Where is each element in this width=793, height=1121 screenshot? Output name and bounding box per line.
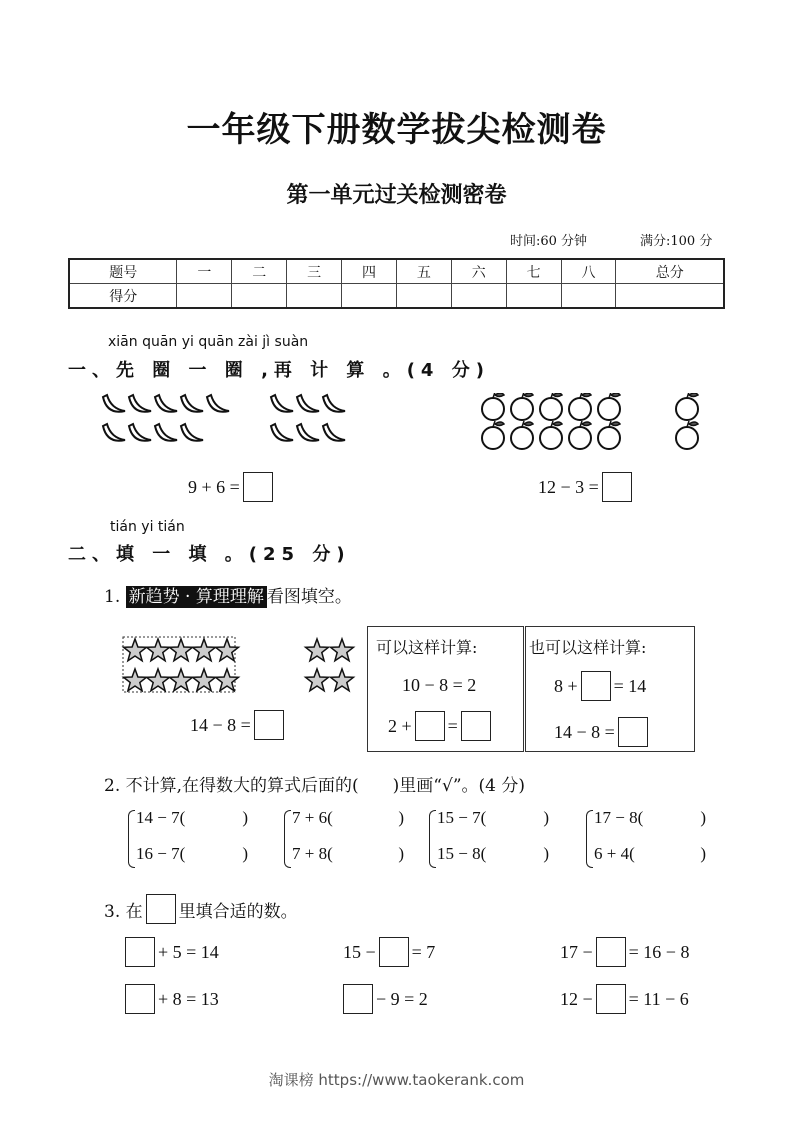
star-icon: [216, 669, 239, 691]
apple-icon: [676, 421, 698, 449]
page-subtitle: 第一单元过关检测密卷: [286, 183, 507, 208]
fill-equation: [560, 937, 689, 967]
score-row: [69, 284, 724, 309]
answer-box[interactable]: [618, 717, 648, 747]
banana-icon: [103, 395, 125, 412]
banana-icon: [297, 424, 319, 441]
page-title: 一年级下册数学拔尖检测卷: [186, 110, 607, 150]
banana-icon: [103, 424, 125, 441]
question2-text: 2. 不计算,在得数大的算式后面的( )里画“√”。(4 分): [104, 776, 525, 796]
apple-icon: [598, 393, 620, 420]
fill-equation: [560, 984, 689, 1014]
score-header-row: [69, 259, 724, 284]
banana-icon: [271, 424, 293, 441]
equation-text: 15 −: [343, 941, 376, 962]
answer-box[interactable]: [461, 711, 491, 741]
equation-text: + 8 = 13: [158, 988, 219, 1009]
banana-icon: [323, 395, 345, 412]
answer-box[interactable]: [125, 937, 155, 967]
expression: 6 + 4(: [594, 844, 635, 863]
apple-icon: [540, 393, 562, 420]
check-paren[interactable]: ): [398, 844, 404, 863]
method-panel-1: [367, 626, 524, 752]
score-cell[interactable]: [232, 284, 287, 309]
score-cell[interactable]: [451, 284, 506, 309]
check-paren[interactable]: ): [242, 844, 248, 863]
check-paren[interactable]: ): [700, 808, 706, 827]
header-cell: 六: [451, 259, 506, 284]
answer-box[interactable]: [243, 472, 273, 502]
answer-box[interactable]: [596, 984, 626, 1014]
banana-icon: [297, 395, 319, 412]
time-limit: 时间:60 分钟: [510, 234, 588, 249]
answer-box[interactable]: [596, 937, 626, 967]
score-cell[interactable]: [177, 284, 232, 309]
check-paren[interactable]: ): [543, 844, 549, 863]
answer-box[interactable]: [254, 710, 284, 740]
equation-stars: [190, 710, 284, 740]
score-table: [68, 258, 725, 309]
question-number: 1.: [104, 587, 121, 607]
answer-box[interactable]: [415, 711, 445, 741]
star-icon: [124, 639, 147, 661]
header-cell: 一: [177, 259, 232, 284]
score-cell[interactable]: [616, 284, 724, 309]
check-paren[interactable]: ): [242, 808, 248, 827]
expression: 15 − 7(: [437, 808, 487, 827]
answer-box[interactable]: [379, 937, 409, 967]
equation-apple: [538, 472, 632, 502]
score-cell[interactable]: [396, 284, 451, 309]
expression: 14 − 7(: [136, 808, 186, 827]
banana-icon: [181, 424, 203, 441]
answer-box[interactable]: [125, 984, 155, 1014]
banana-icon: [155, 424, 177, 441]
equation-text: 9 + 6 =: [188, 476, 240, 497]
section1-pinyin: xiān quān yi quān zài jì suàn: [108, 334, 309, 350]
check-paren[interactable]: ): [700, 844, 706, 863]
expression: 16 − 7(: [136, 844, 186, 863]
fill-equation: [125, 984, 219, 1014]
banana-icon: [323, 424, 345, 441]
apple-icon: [569, 421, 591, 449]
row-label: 得分: [69, 284, 177, 309]
question1-line: [104, 582, 352, 607]
answer-box[interactable]: [343, 984, 373, 1014]
panel-equation: [554, 717, 648, 747]
star-icon: [306, 639, 329, 661]
header-cell: 总分: [616, 259, 724, 284]
equation-text: = 7: [411, 941, 436, 962]
method-panel-2: [525, 626, 695, 752]
equation-text: − 9 = 2: [376, 988, 428, 1009]
panel-title: 也可以这样计算:: [529, 638, 647, 657]
equation-text: 14 − 8 =: [554, 721, 615, 742]
question-tag: 新趋势 · 算理理解: [126, 586, 267, 608]
banana-icon: [271, 395, 293, 412]
equation-text: = 16 − 8: [628, 941, 690, 962]
banana-icon: [129, 395, 151, 412]
equation-text: = 14: [613, 675, 647, 696]
score-cell[interactable]: [561, 284, 616, 309]
header-cell: 八: [561, 259, 616, 284]
star-icon: [170, 669, 193, 691]
panel-equation: [554, 671, 646, 701]
header-cell: 四: [342, 259, 397, 284]
star-icon: [331, 669, 354, 691]
fill-equation: [343, 937, 435, 967]
star-icon: [306, 669, 329, 691]
apple-icon: [482, 393, 504, 420]
equation-text: = 11 − 6: [628, 988, 689, 1009]
full-score: 满分:100 分: [640, 234, 713, 249]
apple-icon: [676, 393, 698, 420]
header-cell: 五: [396, 259, 451, 284]
star-icon: [193, 639, 216, 661]
score-cell[interactable]: [342, 284, 397, 309]
expression: 17 − 8(: [594, 808, 644, 827]
expression: 7 + 6(: [292, 808, 333, 827]
star-icon: [331, 639, 354, 661]
star-icon: [124, 669, 147, 691]
banana-icon: [207, 395, 229, 412]
star-icon: [147, 639, 170, 661]
equation-text: 12 −: [560, 988, 593, 1009]
header-cell: 七: [506, 259, 561, 284]
panel-equation: [388, 711, 491, 741]
star-icon: [193, 669, 216, 691]
header-cell: 二: [232, 259, 287, 284]
watermark: 淘课榜 https://www.taokerank.com: [268, 1071, 525, 1089]
question3-text: [104, 894, 298, 924]
apple-icon: [598, 421, 620, 449]
fill-equation: [125, 937, 219, 967]
equation-banana: [188, 472, 273, 502]
score-cell[interactable]: [506, 284, 561, 309]
panel-title: 可以这样计算:: [376, 638, 478, 657]
apple-icon: [511, 393, 533, 420]
section2-heading: 二、填 一 填 。(25 分): [68, 544, 351, 565]
check-paren[interactable]: ): [398, 808, 404, 827]
equation-text: 12 − 3 =: [538, 476, 599, 497]
fill-equation: [343, 984, 428, 1014]
apple-icon: [540, 421, 562, 449]
star-icon: [170, 639, 193, 661]
section2-pinyin: tián yi tián: [110, 519, 185, 535]
score-cell[interactable]: [287, 284, 342, 309]
panel-equation: 10 − 8 = 2: [402, 675, 477, 695]
equation-text: 17 −: [560, 941, 593, 962]
apple-icon: [511, 421, 533, 449]
banana-icon: [129, 424, 151, 441]
banana-icon: [181, 395, 203, 412]
expression: 15 − 8(: [437, 844, 487, 863]
header-cell: 题号: [69, 259, 177, 284]
equation-text: 8 +: [554, 675, 578, 696]
expression: 7 + 8(: [292, 844, 333, 863]
apple-icon: [569, 393, 591, 420]
answer-box[interactable]: [581, 671, 611, 701]
equation-text: =: [447, 715, 458, 736]
question-text: 3. 在: [104, 901, 143, 922]
banana-icon: [155, 395, 177, 412]
section1-heading: 一、先 圈 一 圈 ,再 计 算 。(4 分): [68, 360, 490, 381]
fruit-illustration: [95, 393, 715, 458]
equation-text: 2 +: [388, 715, 412, 736]
stars-illustration: [120, 633, 365, 695]
question-text: 里填合适的数。: [178, 901, 298, 922]
box-sample: [146, 894, 176, 924]
check-paren[interactable]: ): [543, 808, 549, 827]
equation-text: + 5 = 14: [158, 941, 219, 962]
question-text: 看图填空。: [266, 587, 352, 607]
header-cell: 三: [287, 259, 342, 284]
star-icon: [147, 669, 170, 691]
equation-text: 14 − 8 =: [190, 714, 251, 735]
answer-box[interactable]: [602, 472, 632, 502]
apple-icon: [482, 421, 504, 449]
